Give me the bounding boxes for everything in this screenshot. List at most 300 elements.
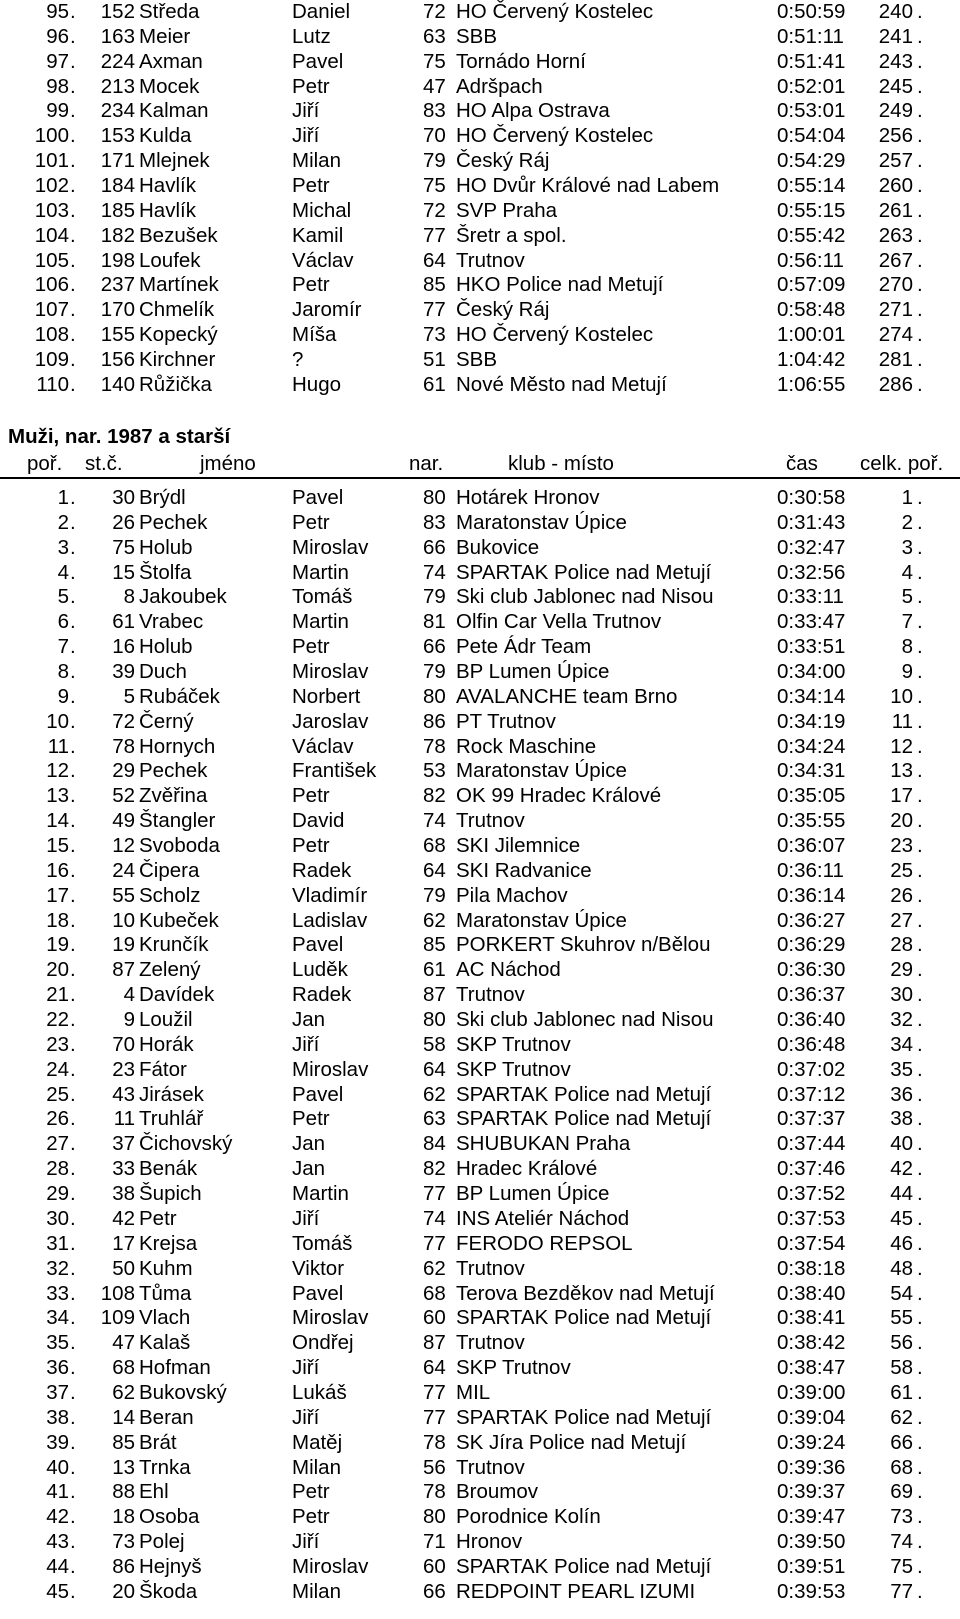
start-number-cell: 38 bbox=[112, 1182, 135, 1206]
birth-year-cell: 80 bbox=[423, 486, 446, 509]
overall-rank-cell: 48 bbox=[890, 1256, 913, 1280]
start-number-cell: 61 bbox=[112, 610, 135, 634]
table-row bbox=[0, 1381, 960, 1406]
start-number-cell: 184 bbox=[100, 174, 135, 198]
birth-year-cell: 72 bbox=[423, 0, 446, 23]
overall-rank-cell: 28 bbox=[890, 933, 913, 957]
table-row bbox=[0, 149, 960, 174]
club-cell: Český Ráj bbox=[456, 149, 550, 173]
time-cell: 0:54:29 bbox=[777, 149, 846, 173]
time-cell: 0:53:01 bbox=[777, 99, 846, 123]
surname-cell: Truhlář bbox=[139, 1107, 204, 1131]
rank-dot: . bbox=[70, 248, 76, 272]
rank-cell: 17 bbox=[46, 883, 69, 907]
birth-year-cell: 60 bbox=[423, 1554, 446, 1578]
rank-cell: 40 bbox=[46, 1455, 69, 1479]
overall-dot: . bbox=[917, 784, 923, 808]
rank-cell: 5 bbox=[57, 585, 69, 609]
birth-year-cell: 85 bbox=[423, 273, 446, 297]
table-row bbox=[0, 199, 960, 224]
birth-year-cell: 77 bbox=[423, 223, 446, 247]
overall-dot: . bbox=[917, 372, 923, 396]
birth-year-cell: 56 bbox=[423, 1455, 446, 1479]
club-cell: PORKERT Skuhrov n/Bělou bbox=[456, 933, 711, 957]
time-cell: 0:38:42 bbox=[777, 1331, 846, 1355]
surname-cell: Holub bbox=[139, 535, 193, 559]
club-cell: SPARTAK Police nad Metují bbox=[456, 1107, 712, 1131]
club-cell: Trutnov bbox=[456, 809, 525, 833]
time-cell: 0:39:00 bbox=[777, 1380, 846, 1404]
overall-rank-cell: 2 bbox=[901, 510, 913, 534]
surname-cell: Čichovský bbox=[139, 1132, 233, 1156]
first-name-cell: Radek bbox=[292, 983, 352, 1007]
rank-cell: 22 bbox=[46, 1008, 69, 1032]
rank-cell: 3 bbox=[57, 535, 69, 559]
overall-rank-cell: 26 bbox=[890, 883, 913, 907]
rank-dot: . bbox=[70, 1231, 76, 1255]
birth-year-cell: 66 bbox=[423, 535, 446, 559]
table-row bbox=[0, 1083, 960, 1108]
first-name-cell: Jiří bbox=[292, 124, 320, 148]
table-row bbox=[0, 1505, 960, 1530]
start-number-cell: 15 bbox=[112, 560, 135, 584]
overall-rank-cell: 74 bbox=[890, 1530, 913, 1554]
first-name-cell: František bbox=[292, 759, 377, 783]
rank-dot: . bbox=[70, 273, 76, 297]
surname-cell: Fátor bbox=[139, 1057, 187, 1081]
birth-year-cell: 61 bbox=[423, 958, 446, 982]
rank-dot: . bbox=[70, 908, 76, 932]
surname-cell: Zvěřina bbox=[139, 784, 208, 808]
time-cell: 0:39:36 bbox=[777, 1455, 846, 1479]
surname-cell: Čipera bbox=[139, 858, 200, 882]
club-cell: Šretr a spol. bbox=[456, 223, 567, 247]
table-row bbox=[0, 710, 960, 735]
surname-cell: Svoboda bbox=[139, 834, 220, 858]
surname-cell: Hornych bbox=[139, 734, 216, 758]
rank-dot: . bbox=[70, 883, 76, 907]
table-row bbox=[0, 1257, 960, 1282]
time-cell: 0:36:37 bbox=[777, 983, 846, 1007]
overall-dot: . bbox=[917, 1082, 923, 1106]
birth-year-cell: 77 bbox=[423, 1405, 446, 1429]
surname-cell: Holub bbox=[139, 635, 193, 659]
overall-rank-cell: 40 bbox=[890, 1132, 913, 1156]
birth-year-cell: 68 bbox=[423, 1281, 446, 1305]
overall-rank-cell: 35 bbox=[890, 1057, 913, 1081]
first-name-cell: Petr bbox=[292, 635, 330, 659]
first-name-cell: Lutz bbox=[292, 24, 331, 48]
table-row bbox=[0, 1033, 960, 1058]
birth-year-cell: 78 bbox=[423, 1480, 446, 1504]
rank-cell: 10 bbox=[46, 709, 69, 733]
time-cell: 0:39:47 bbox=[777, 1505, 846, 1529]
table-row bbox=[0, 298, 960, 323]
rank-cell: 97 bbox=[46, 49, 69, 73]
overall-dot: . bbox=[917, 174, 923, 198]
rank-cell: 24 bbox=[46, 1057, 69, 1081]
overall-rank-cell: 4 bbox=[901, 560, 913, 584]
club-cell: Adršpach bbox=[456, 74, 543, 98]
first-name-cell: Jiří bbox=[292, 1032, 320, 1056]
surname-cell: Vrabec bbox=[139, 610, 204, 634]
club-cell: Trutnov bbox=[456, 248, 525, 272]
rank-dot: . bbox=[70, 486, 76, 509]
first-name-cell: Pavel bbox=[292, 933, 344, 957]
birth-year-cell: 47 bbox=[423, 74, 446, 98]
first-name-cell: Pavel bbox=[292, 486, 344, 509]
start-number-cell: 140 bbox=[100, 372, 135, 396]
first-name-cell: Kamil bbox=[292, 223, 344, 247]
rank-cell: 106 bbox=[34, 273, 69, 297]
first-name-cell: Jiří bbox=[292, 1405, 320, 1429]
overall-rank-cell: 56 bbox=[890, 1331, 913, 1355]
birth-year-cell: 64 bbox=[423, 858, 446, 882]
table-row bbox=[0, 735, 960, 760]
overall-rank-cell: 29 bbox=[890, 958, 913, 982]
table-row bbox=[0, 1406, 960, 1431]
overall-rank-cell: 12 bbox=[890, 734, 913, 758]
club-cell: SBB bbox=[456, 348, 498, 372]
overall-rank-cell: 13 bbox=[890, 759, 913, 783]
rank-dot: . bbox=[70, 983, 76, 1007]
first-name-cell: Petr bbox=[292, 1505, 330, 1529]
birth-year-cell: 79 bbox=[423, 585, 446, 609]
overall-rank-cell: 281 bbox=[878, 348, 913, 372]
overall-rank-cell: 241 bbox=[878, 24, 913, 48]
club-cell: Trutnov bbox=[456, 1256, 525, 1280]
rank-cell: 45 bbox=[46, 1579, 69, 1603]
surname-cell: Jakoubek bbox=[139, 585, 227, 609]
overall-rank-cell: 271 bbox=[878, 298, 913, 322]
time-cell: 0:38:40 bbox=[777, 1281, 846, 1305]
table-row bbox=[0, 348, 960, 373]
first-name-cell: Petr bbox=[292, 784, 330, 808]
overall-rank-cell: 7 bbox=[901, 610, 913, 634]
rank-dot: . bbox=[70, 510, 76, 534]
start-number-cell: 9 bbox=[123, 1008, 135, 1032]
time-cell: 0:36:30 bbox=[777, 958, 846, 982]
overall-dot: . bbox=[917, 0, 923, 23]
birth-year-cell: 78 bbox=[423, 1430, 446, 1454]
start-number-cell: 43 bbox=[112, 1082, 135, 1106]
start-number-cell: 8 bbox=[123, 585, 135, 609]
birth-year-cell: 73 bbox=[423, 323, 446, 347]
first-name-cell: Jan bbox=[292, 1008, 326, 1032]
overall-dot: . bbox=[917, 1380, 923, 1404]
time-cell: 0:39:53 bbox=[777, 1579, 846, 1603]
rank-cell: 30 bbox=[46, 1206, 69, 1230]
overall-dot: . bbox=[917, 99, 923, 123]
time-cell: 1:00:01 bbox=[777, 323, 846, 347]
overall-dot: . bbox=[917, 348, 923, 372]
surname-cell: Štolfa bbox=[139, 560, 192, 584]
start-number-cell: 213 bbox=[100, 74, 135, 98]
rank-dot: . bbox=[70, 1405, 76, 1429]
rank-dot: . bbox=[70, 1306, 76, 1330]
surname-cell: Scholz bbox=[139, 883, 201, 907]
first-name-cell: Miroslav bbox=[292, 660, 369, 684]
overall-rank-cell: 249 bbox=[878, 99, 913, 123]
rank-dot: . bbox=[70, 1206, 76, 1230]
time-cell: 0:33:47 bbox=[777, 610, 846, 634]
club-cell: Porodnice Kolín bbox=[456, 1505, 601, 1529]
rank-cell: 101 bbox=[34, 149, 69, 173]
club-cell: SPARTAK Police nad Metují bbox=[456, 1082, 712, 1106]
overall-rank-cell: 32 bbox=[890, 1008, 913, 1032]
club-cell: SPARTAK Police nad Metují bbox=[456, 560, 712, 584]
overall-dot: . bbox=[917, 1579, 923, 1603]
start-number-cell: 23 bbox=[112, 1057, 135, 1081]
overall-dot: . bbox=[917, 74, 923, 98]
surname-cell: Osoba bbox=[139, 1505, 200, 1529]
rank-dot: . bbox=[70, 1107, 76, 1131]
rank-cell: 31 bbox=[46, 1231, 69, 1255]
surname-cell: Vlach bbox=[139, 1306, 191, 1330]
overall-rank-cell: 73 bbox=[890, 1505, 913, 1529]
overall-rank-cell: 11 bbox=[891, 709, 913, 733]
overall-dot: . bbox=[917, 49, 923, 73]
rank-cell: 7 bbox=[57, 635, 69, 659]
table-row bbox=[0, 958, 960, 983]
overall-rank-cell: 44 bbox=[890, 1182, 913, 1206]
birth-year-cell: 78 bbox=[423, 734, 446, 758]
club-cell: SKP Trutnov bbox=[456, 1356, 571, 1380]
birth-year-cell: 79 bbox=[423, 660, 446, 684]
surname-cell: Štangler bbox=[139, 809, 216, 833]
surname-cell: Kalaš bbox=[139, 1331, 191, 1355]
start-number-cell: 17 bbox=[112, 1231, 135, 1255]
club-cell: HO Červený Kostelec bbox=[456, 124, 654, 148]
surname-cell: Martínek bbox=[139, 273, 219, 297]
rank-cell: 26 bbox=[46, 1107, 69, 1131]
first-name-cell: Jiří bbox=[292, 1356, 320, 1380]
overall-dot: . bbox=[917, 298, 923, 322]
birth-year-cell: 80 bbox=[423, 1505, 446, 1529]
surname-cell: Kuhm bbox=[139, 1256, 193, 1280]
results-table-previous-category bbox=[0, 0, 960, 398]
overall-rank-cell: 38 bbox=[890, 1107, 913, 1131]
birth-year-cell: 87 bbox=[423, 1331, 446, 1355]
club-cell: Trutnov bbox=[456, 983, 525, 1007]
rank-dot: . bbox=[70, 348, 76, 372]
club-cell: SKI Radvanice bbox=[456, 858, 592, 882]
header-overall-rank: celk. poř. bbox=[860, 452, 944, 475]
rank-dot: . bbox=[70, 1505, 76, 1529]
time-cell: 0:30:58 bbox=[777, 486, 846, 509]
overall-dot: . bbox=[917, 198, 923, 222]
club-cell: REDPOINT PEARL IZUMI bbox=[456, 1579, 696, 1603]
surname-cell: Krunčík bbox=[139, 933, 209, 957]
club-cell: Hotárek Hronov bbox=[456, 486, 600, 509]
surname-cell: Havlík bbox=[139, 198, 196, 222]
rank-cell: 19 bbox=[46, 933, 69, 957]
overall-rank-cell: 20 bbox=[890, 809, 913, 833]
overall-dot: . bbox=[917, 486, 923, 509]
first-name-cell: Ladislav bbox=[292, 908, 368, 932]
table-row bbox=[0, 1555, 960, 1580]
surname-cell: Bukovský bbox=[139, 1380, 227, 1404]
first-name-cell: Pavel bbox=[292, 1281, 344, 1305]
rank-cell: 43 bbox=[46, 1530, 69, 1554]
rank-dot: . bbox=[70, 1331, 76, 1355]
table-row bbox=[0, 273, 960, 298]
rank-dot: . bbox=[70, 323, 76, 347]
overall-rank-cell: 68 bbox=[890, 1455, 913, 1479]
time-cell: 0:58:48 bbox=[777, 298, 846, 322]
club-cell: SBB bbox=[456, 24, 498, 48]
birth-year-cell: 77 bbox=[423, 298, 446, 322]
club-cell: HO Dvůr Králové nad Labem bbox=[456, 174, 720, 198]
overall-dot: . bbox=[917, 223, 923, 247]
time-cell: 0:51:11 bbox=[777, 24, 844, 48]
start-number-cell: 86 bbox=[112, 1554, 135, 1578]
start-number-cell: 152 bbox=[100, 0, 135, 23]
surname-cell: Loužil bbox=[139, 1008, 193, 1032]
overall-rank-cell: 263 bbox=[878, 223, 913, 247]
start-number-cell: 26 bbox=[112, 510, 135, 534]
birth-year-cell: 58 bbox=[423, 1032, 446, 1056]
rank-cell: 110 bbox=[36, 372, 69, 396]
first-name-cell: Martin bbox=[292, 560, 349, 584]
first-name-cell: Radek bbox=[292, 858, 352, 882]
overall-rank-cell: 286 bbox=[878, 372, 913, 396]
table-row bbox=[0, 809, 960, 834]
first-name-cell: Petr bbox=[292, 174, 330, 198]
birth-year-cell: 66 bbox=[423, 635, 446, 659]
table-row bbox=[0, 859, 960, 884]
surname-cell: Zelený bbox=[139, 958, 201, 982]
table-row bbox=[0, 1431, 960, 1456]
start-number-cell: 10 bbox=[112, 908, 135, 932]
rank-dot: . bbox=[70, 560, 76, 584]
club-cell: AVALANCHE team Brno bbox=[456, 684, 678, 708]
club-cell: AC Náchod bbox=[456, 958, 561, 982]
rank-dot: . bbox=[70, 198, 76, 222]
birth-year-cell: 71 bbox=[423, 1530, 446, 1554]
overall-rank-cell: 17 bbox=[890, 784, 913, 808]
rank-cell: 2 bbox=[57, 510, 69, 534]
time-cell: 0:52:01 bbox=[777, 74, 846, 98]
overall-rank-cell: 1 bbox=[901, 486, 913, 509]
table-row bbox=[0, 323, 960, 348]
overall-rank-cell: 45 bbox=[890, 1206, 913, 1230]
first-name-cell: Ondřej bbox=[292, 1331, 354, 1355]
overall-dot: . bbox=[917, 635, 923, 659]
start-number-cell: 37 bbox=[112, 1132, 135, 1156]
start-number-cell: 14 bbox=[112, 1405, 135, 1429]
overall-dot: . bbox=[917, 734, 923, 758]
birth-year-cell: 82 bbox=[423, 1157, 446, 1181]
time-cell: 0:37:44 bbox=[777, 1132, 846, 1156]
rank-cell: 35 bbox=[46, 1331, 69, 1355]
overall-dot: . bbox=[917, 1281, 923, 1305]
surname-cell: Trnka bbox=[139, 1455, 191, 1479]
first-name-cell: Michal bbox=[292, 198, 352, 222]
birth-year-cell: 74 bbox=[423, 560, 446, 584]
rank-cell: 38 bbox=[46, 1405, 69, 1429]
birth-year-cell: 64 bbox=[423, 248, 446, 272]
birth-year-cell: 83 bbox=[423, 510, 446, 534]
time-cell: 0:38:18 bbox=[777, 1256, 846, 1280]
rank-dot: . bbox=[70, 1157, 76, 1181]
overall-dot: . bbox=[917, 1530, 923, 1554]
start-number-cell: 19 bbox=[112, 933, 135, 957]
start-number-cell: 33 bbox=[112, 1157, 135, 1181]
rank-cell: 28 bbox=[46, 1157, 69, 1181]
birth-year-cell: 64 bbox=[423, 1057, 446, 1081]
rank-cell: 109 bbox=[34, 348, 69, 372]
first-name-cell: Jiří bbox=[292, 1530, 320, 1554]
club-cell: SHUBUKAN Praha bbox=[456, 1132, 631, 1156]
time-cell: 0:34:31 bbox=[777, 759, 846, 783]
surname-cell: Loufek bbox=[139, 248, 201, 272]
rank-dot: . bbox=[70, 809, 76, 833]
rank-cell: 18 bbox=[46, 908, 69, 932]
rank-dot: . bbox=[70, 298, 76, 322]
first-name-cell: Petr bbox=[292, 510, 330, 534]
first-name-cell: Miroslav bbox=[292, 535, 369, 559]
first-name-cell: Jiří bbox=[292, 1206, 320, 1230]
club-cell: SKP Trutnov bbox=[456, 1057, 571, 1081]
time-cell: 0:57:09 bbox=[777, 273, 846, 297]
time-cell: 0:36:27 bbox=[777, 908, 846, 932]
overall-dot: . bbox=[917, 1032, 923, 1056]
club-cell: Ski club Jablonec nad Nisou bbox=[456, 1008, 714, 1032]
club-cell: Maratonstav Úpice bbox=[456, 759, 627, 783]
first-name-cell: Pavel bbox=[292, 49, 344, 73]
start-number-cell: 156 bbox=[100, 348, 135, 372]
table-row bbox=[0, 1232, 960, 1257]
results-table-men-1987-and-older bbox=[0, 486, 960, 1605]
time-cell: 1:06:55 bbox=[777, 372, 846, 396]
start-number-cell: 170 bbox=[100, 298, 135, 322]
surname-cell: Chmelík bbox=[139, 298, 215, 322]
overall-rank-cell: 55 bbox=[890, 1306, 913, 1330]
rank-cell: 108 bbox=[34, 323, 69, 347]
start-number-cell: 11 bbox=[113, 1107, 135, 1131]
surname-cell: Kubeček bbox=[139, 908, 219, 932]
table-row bbox=[0, 373, 960, 398]
overall-dot: . bbox=[917, 1455, 923, 1479]
surname-cell: Tůma bbox=[139, 1281, 192, 1305]
start-number-cell: 52 bbox=[112, 784, 135, 808]
club-cell: Hradec Králové bbox=[456, 1157, 598, 1181]
table-row bbox=[0, 561, 960, 586]
club-cell: HO Červený Kostelec bbox=[456, 0, 654, 23]
time-cell: 1:04:42 bbox=[777, 348, 846, 372]
club-cell: SPARTAK Police nad Metují bbox=[456, 1306, 712, 1330]
time-cell: 0:37:12 bbox=[777, 1082, 846, 1106]
rank-dot: . bbox=[70, 49, 76, 73]
overall-dot: . bbox=[917, 124, 923, 148]
club-cell: Rock Maschine bbox=[456, 734, 597, 758]
rank-dot: . bbox=[70, 223, 76, 247]
birth-year-cell: 82 bbox=[423, 784, 446, 808]
club-cell: Maratonstav Úpice bbox=[456, 908, 627, 932]
overall-rank-cell: 66 bbox=[890, 1430, 913, 1454]
overall-dot: . bbox=[917, 759, 923, 783]
time-cell: 0:50:59 bbox=[777, 0, 846, 23]
start-number-cell: 185 bbox=[100, 198, 135, 222]
rank-cell: 105 bbox=[34, 248, 69, 272]
club-cell: Terova Bezděkov nad Metují bbox=[456, 1281, 715, 1305]
time-cell: 0:37:02 bbox=[777, 1057, 846, 1081]
rank-dot: . bbox=[70, 610, 76, 634]
rank-cell: 4 bbox=[57, 560, 69, 584]
time-cell: 0:55:15 bbox=[777, 198, 846, 222]
start-number-cell: 18 bbox=[112, 1505, 135, 1529]
